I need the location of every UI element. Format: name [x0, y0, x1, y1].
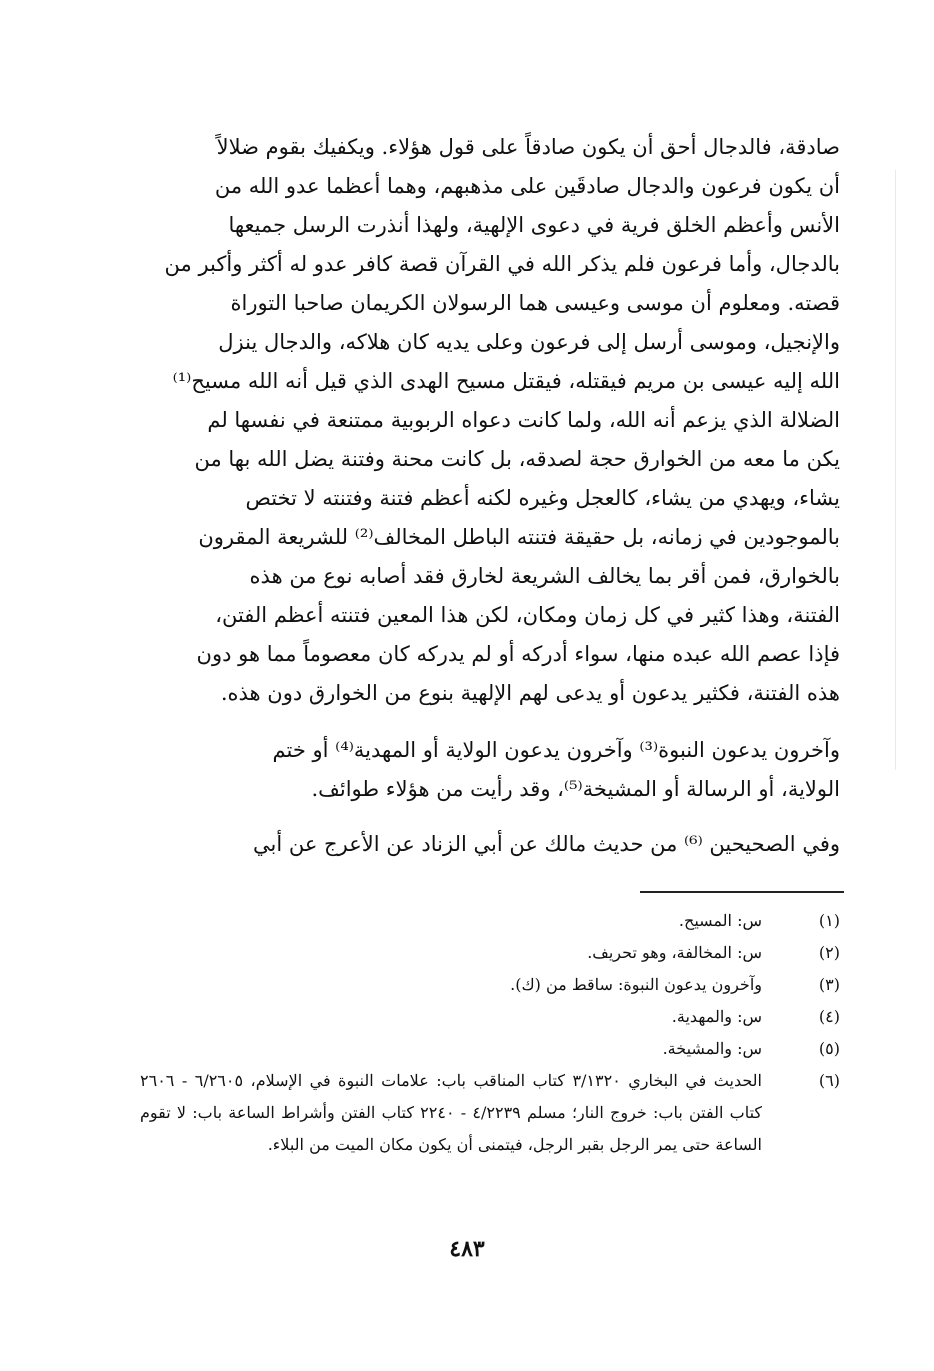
footnote-text: س: والمشيخة.: [662, 1039, 762, 1058]
third-line: وفي الصحيحين ⁽⁶⁾ من حديث مالك عن أبي الزناد عن الأعرج عن أبي: [253, 832, 840, 856]
main-paragraph: [140, 128, 840, 713]
main-line: يكن ما معه من الخوارق حجة لصدقه، بل كانت محنة وفتنة يضل الله بها من: [194, 447, 840, 471]
footnote-text: س: المسيح.: [678, 911, 762, 930]
main-line: بالدجال، وأما فرعون فلم يذكر الله في القرآن قصة كافر عدو له أكثر وأكبر من: [164, 252, 840, 276]
footnote-text: س: والمهدية.: [671, 1007, 762, 1026]
footnote-text: الحديث في البخاري ٣/١٣٢٠ كتاب المناقب باب: علامات النبوة في الإسلام، ٦/٢٦٠٥ - ٢٦٠٦ كتاب الفتن باب: خروج النار؛ مسلم ٤/٢٢٣٩ - ٢٢٤٠ كتاب الفتن وأشراط الساعة باب: لا تقوم الساعة حتى يمر الرجل بقبر الرجل، فيتمنى أن يكون مكان الميت من البلاء.: [140, 1071, 763, 1154]
second-paragraph: [140, 731, 840, 809]
footnote-divider: [640, 891, 844, 893]
footnote-number: (٦): [818, 1071, 840, 1090]
main-line: الله إليه عيسى بن مريم فيقتله، فيقتل مسيح الهدى الذي قيل أنه الله مسيح⁽¹⁾: [172, 369, 840, 393]
main-line: الأنس وأعظم الخلق فرية في دعوى الإلهية، ولهذا أنذرت الرسل جميعها: [228, 213, 840, 237]
main-line: يشاء، ويهدي من يشاء، كالعجل وغيره لكنه أعظم فتنة وفتنته لا تختص: [245, 486, 840, 510]
footnote-item: [140, 1001, 840, 1033]
footnote-item: [140, 905, 840, 937]
main-line: قصته. ومعلوم أن موسى وعيسى هما الرسولان الكريمان صاحبا التوراة: [230, 291, 840, 315]
footnotes: [140, 905, 840, 1161]
third-paragraph: [140, 825, 840, 864]
main-line: أن يكون فرعون والدجال صادقَين على مذهبهم، وهما أعظما عدو الله من: [214, 174, 840, 198]
footnote-number: (١): [818, 911, 840, 930]
page-number: ٤٨٣: [449, 1236, 485, 1262]
footnote-item: [140, 1065, 840, 1161]
footnote-item: [140, 969, 840, 1001]
footnote-number: (٥): [818, 1039, 840, 1058]
footnote-item: [140, 937, 840, 969]
main-line: الفتنة، وهذا كثير في كل زمان ومكان، لكن هذا المعين فتنته أعظم الفتن،: [215, 603, 840, 627]
main-line: بالخوارق، فمن أقر بما يخالف الشريعة لخارق فقد أصابه نوع من هذه: [249, 564, 840, 588]
scan-margin-line: [895, 170, 896, 770]
footnote-text: س: المخالفة، وهو تحريف.: [587, 943, 762, 962]
main-line: فإذا عصم الله عبده منها، سواء أدركه أو لم يدركه كان معصوماً مما هو دون: [196, 642, 840, 666]
main-line: صادقة، فالدجال أحق أن يكون صادقاً على قول هؤلاء. ويكفيك بقوم ضلالاً: [216, 135, 840, 159]
main-line: والإنجيل، وموسى أرسل إلى فرعون وعلى يديه كان هلاكه، والدجال ينزل: [218, 330, 840, 354]
footnote-number: (٢): [818, 943, 840, 962]
footnote-number: (٤): [818, 1007, 840, 1026]
second-line: الولاية، أو الرسالة أو المشيخة⁽⁵⁾، وقد رأيت من هؤلاء طوائف.: [311, 777, 840, 801]
footnote-number: (٣): [818, 975, 840, 994]
main-line: هذه الفتنة، فكثير يدعون أو يدعى لهم الإلهية بنوع من الخوارق دون هذه.: [220, 681, 840, 705]
second-line: وآخرون يدعون النبوة⁽³⁾ وآخرون يدعون الولاية أو المهدية⁽⁴⁾ أو ختم: [272, 738, 840, 762]
main-line: بالموجودين في زمانه، بل حقيقة فتنته الباطل المخالف⁽²⁾ للشريعة المقرون: [198, 525, 840, 549]
footnote-text: وآخرون يدعون النبوة: ساقط من (ك).: [510, 975, 762, 994]
main-line: الضلالة الذي يزعم أنه الله، ولما كانت دعواه الربوبية ممتنعة في نفسها لم: [207, 408, 840, 432]
footnote-item: [140, 1033, 840, 1065]
